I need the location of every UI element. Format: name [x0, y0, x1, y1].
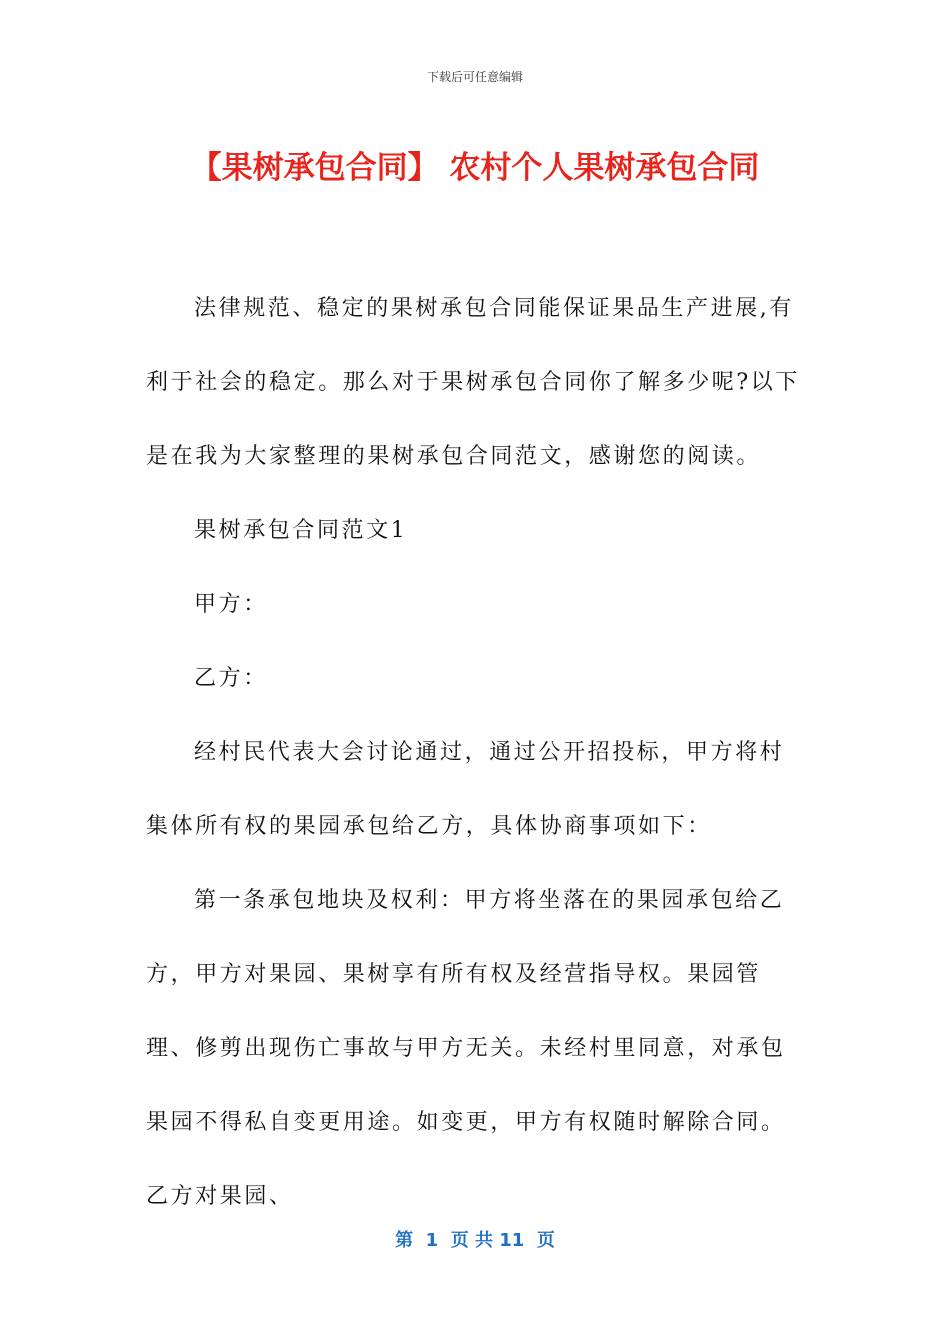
- document-body: [146, 272, 806, 1234]
- document-title: 【果树承包合同】 农村个人果树承包合同: [190, 150, 760, 186]
- paragraph-section-heading: 果树承包合同范文1: [194, 518, 408, 543]
- paragraph-party-a: 甲方：: [194, 592, 268, 617]
- paragraph-agreement: 经村民代表大会讨论通过，通过公开招投标，甲方将村集体所有权的果园承包给乙方，具体协商事项如下：: [146, 740, 785, 839]
- page-footer: 第 1 页 共 11 页: [395, 1230, 555, 1251]
- paragraph-article-1: 第一条承包地块及权利：甲方将坐落在的果园承包给乙方，甲方对果园、果树享有所有权及经营指导权。果园管理、修剪出现伤亡事故与甲方无关。未经村里同意，对承包果园不得私自变更用途。如变更，甲方有权随时解除合同。乙方对果园、: [146, 888, 786, 1209]
- header-note: 下载后可任意编辑: [426, 70, 523, 84]
- paragraph-intro: 法律规范、稳定的果树承包合同能保证果品生产进展,有利于社会的稳定。那么对于果树承包合同你了解多少呢?以下是在我为大家整理的果树承包合同范文，感谢您的阅读。: [146, 296, 800, 469]
- paragraph-party-b: 乙方：: [194, 666, 268, 691]
